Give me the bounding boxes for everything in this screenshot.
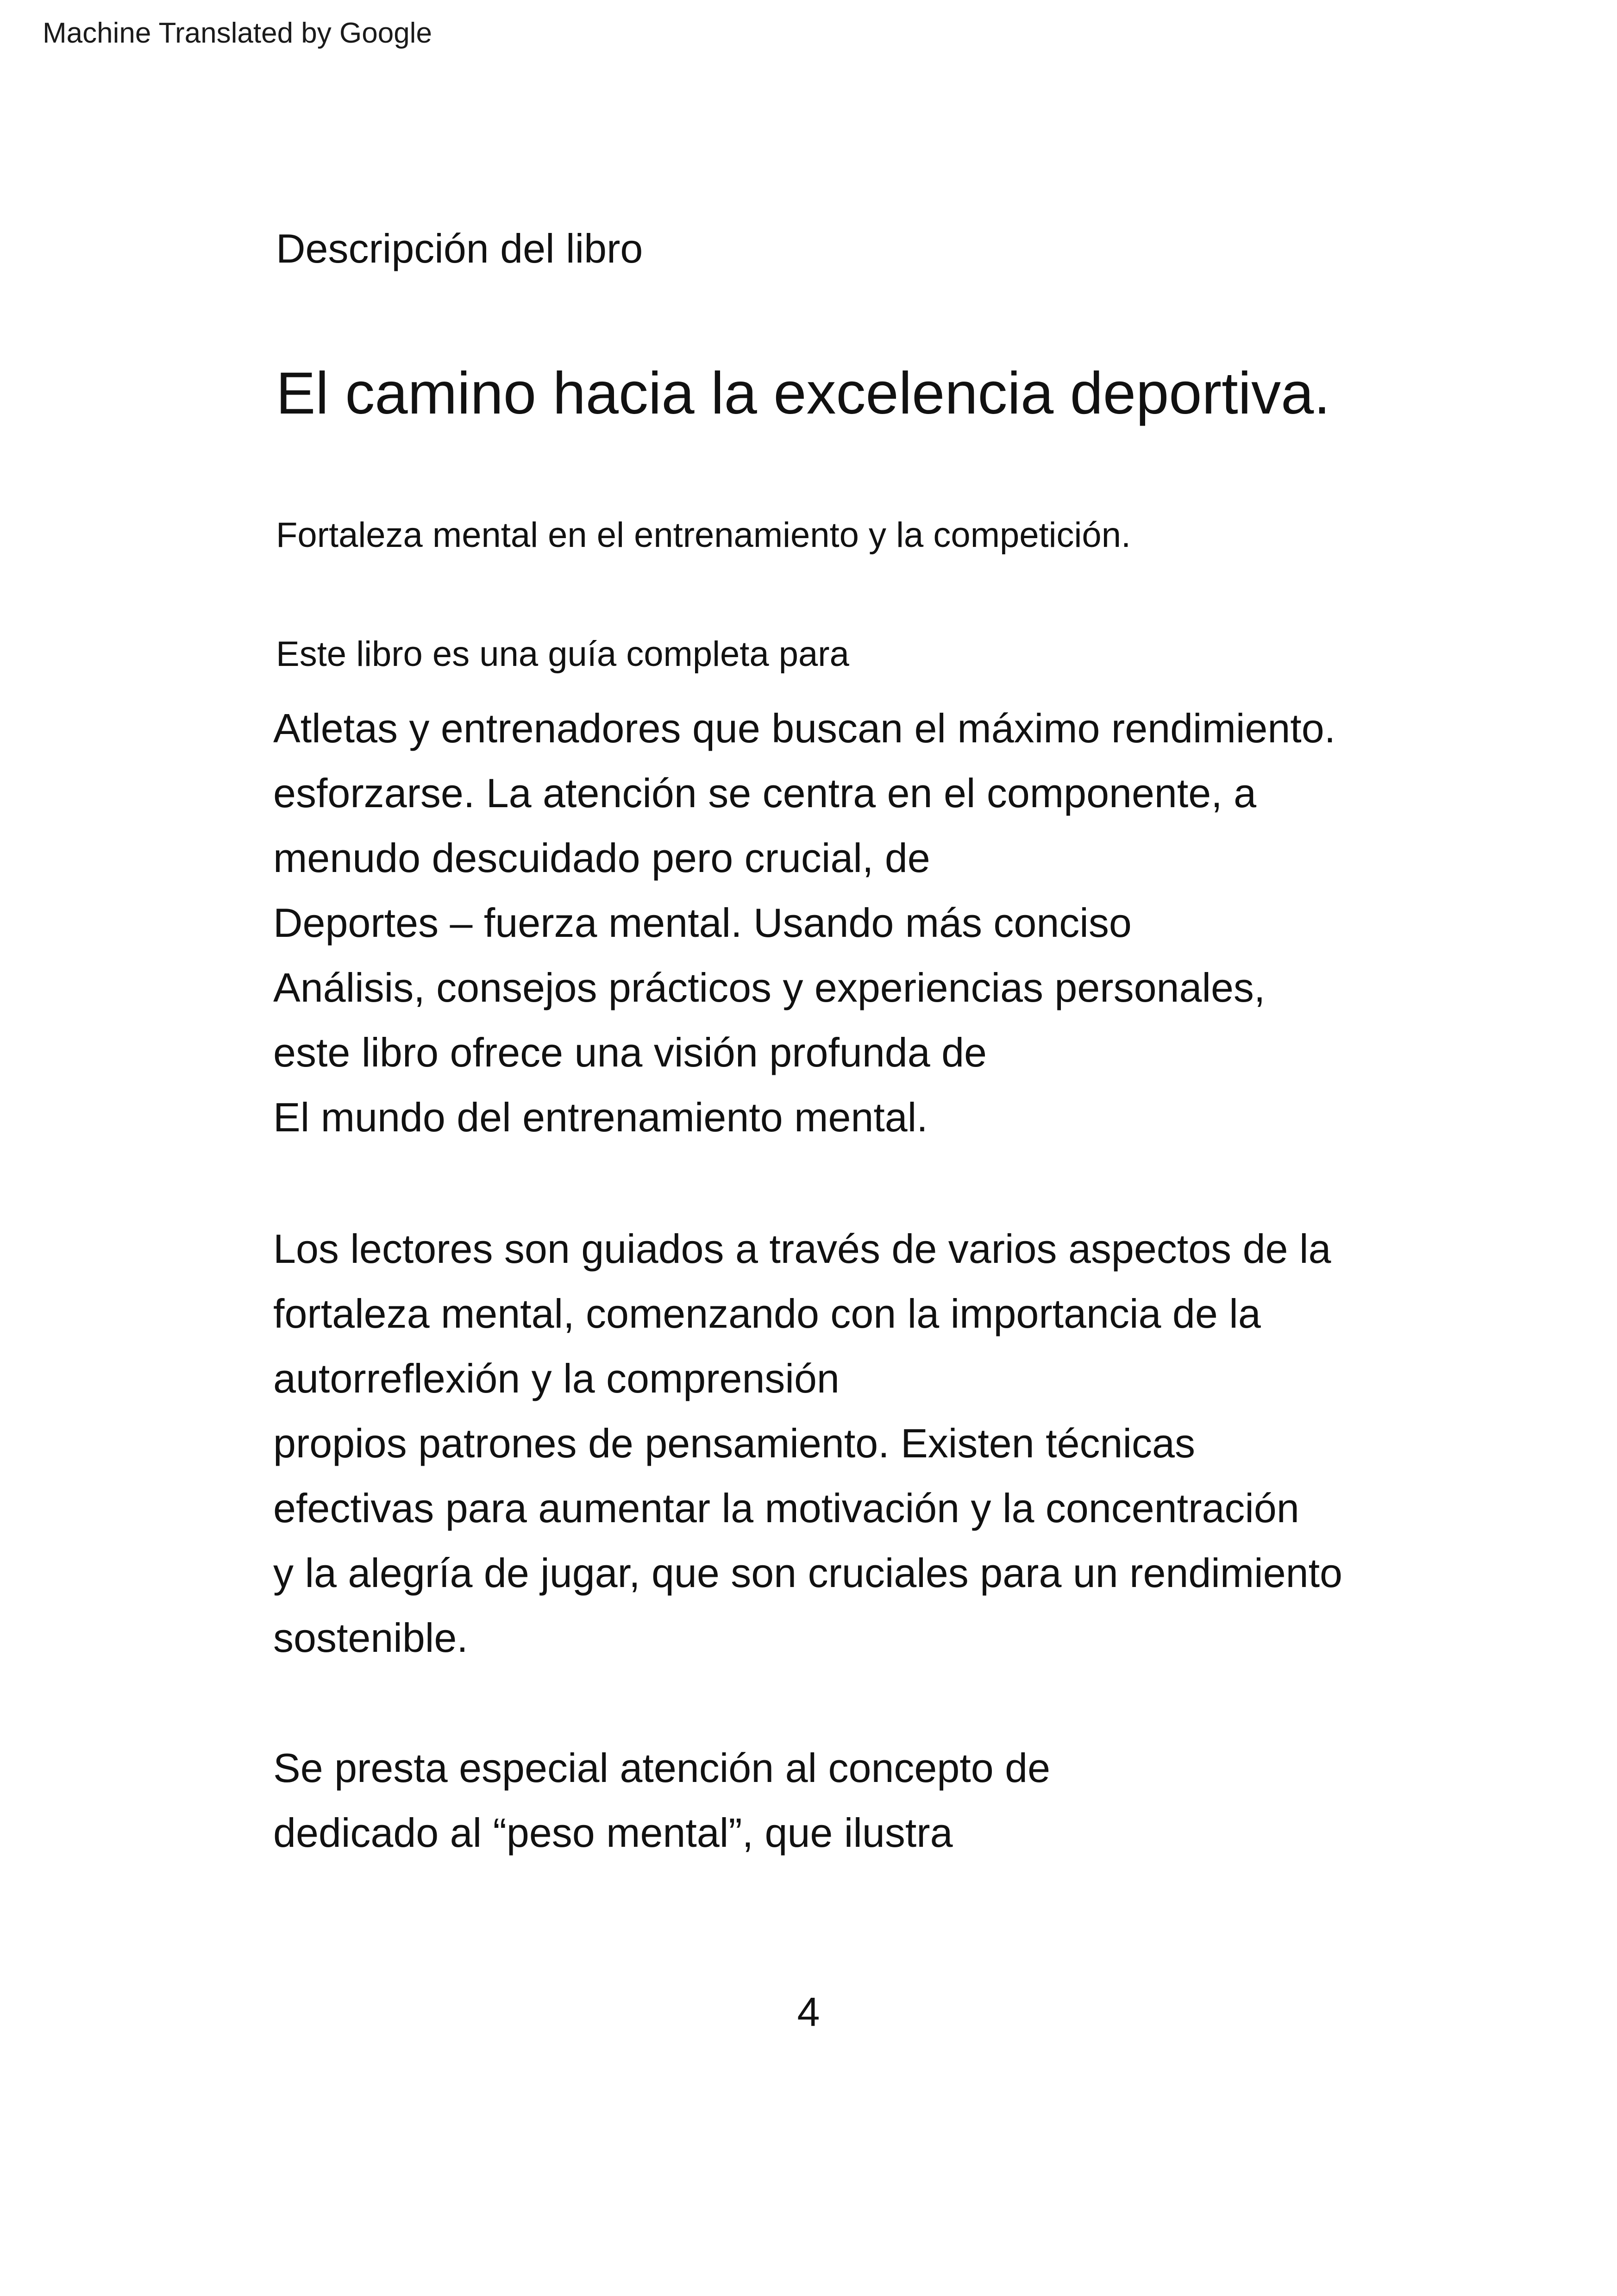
- intro-line: Este libro es una guía completa para: [276, 634, 849, 674]
- page-number: 4: [797, 1989, 820, 2035]
- paragraph-line: y la alegría de jugar, que son cruciales para un rendimiento: [273, 1550, 1342, 1596]
- paragraph-line: esforzarse. La atención se centra en el componente, a: [273, 770, 1257, 816]
- paragraph-1: [273, 696, 1440, 1150]
- paragraph-line: Se presta especial atención al concepto de: [273, 1745, 1051, 1791]
- paragraph-line: sostenible.: [273, 1615, 468, 1661]
- paragraph-line: Atletas y entrenadores que buscan el máximo rendimiento.: [273, 705, 1336, 751]
- paragraph-line: este libro ofrece una visión profunda de: [273, 1029, 987, 1075]
- paragraph-line: Análisis, consejos prácticos y experiencias personales,: [273, 965, 1266, 1010]
- paragraph-3: [273, 1736, 1440, 1865]
- section-label: Descripción del libro: [276, 226, 643, 271]
- book-title: El camino hacia la excelencia deportiva.: [276, 360, 1330, 427]
- paragraph-line: Los lectores son guiados a través de varios aspectos de la: [273, 1226, 1331, 1272]
- paragraph-line: menudo descuidado pero crucial, de: [273, 835, 930, 881]
- paragraph-line: dedicado al “peso mental”, que ilustra: [273, 1810, 953, 1856]
- paragraph-2: [273, 1217, 1440, 1670]
- paragraph-line: Deportes – fuerza mental. Usando más conciso: [273, 900, 1132, 946]
- paragraph-line: fortaleza mental, comenzando con la importancia de la: [273, 1291, 1261, 1336]
- paragraph-line: autorreflexión y la comprensión: [273, 1355, 840, 1401]
- paragraph-line: El mundo del entrenamiento mental.: [273, 1094, 928, 1140]
- paragraph-line: propios patrones de pensamiento. Existen técnicas: [273, 1420, 1195, 1466]
- machine-translation-banner: Machine Translated by Google: [43, 17, 432, 49]
- paragraph-line: efectivas para aumentar la motivación y la concentración: [273, 1485, 1299, 1531]
- book-subtitle: Fortaleza mental en el entrenamiento y la competición.: [276, 515, 1131, 555]
